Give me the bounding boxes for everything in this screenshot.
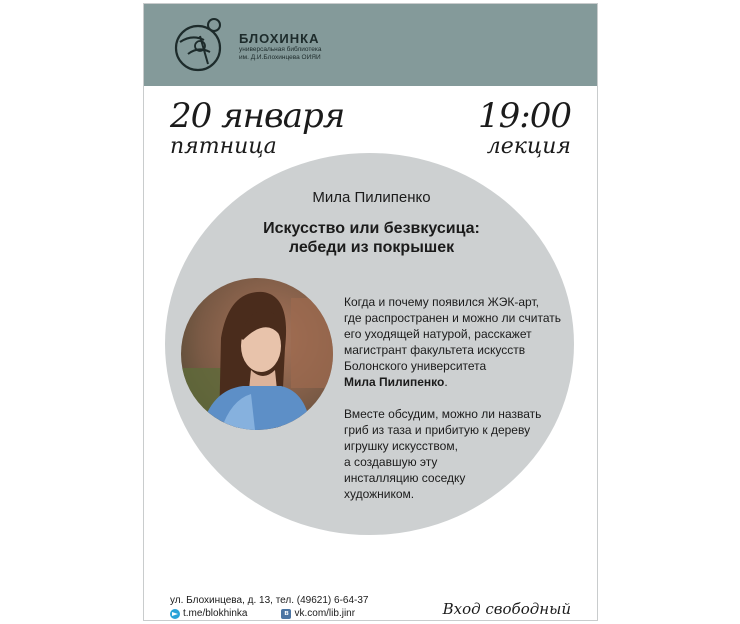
punctuation: . <box>444 375 448 389</box>
description-line: Вместе обсудим, можно ли назвать <box>344 407 542 421</box>
description-line: где распространен и можно ли считать <box>344 311 562 325</box>
free-entry-note: Вход свободный <box>442 600 571 618</box>
speaker-name-highlight: Мила Пилипенко <box>344 375 445 389</box>
description-line: инсталляцию соседку <box>344 471 466 485</box>
library-name: БЛОХИНКА <box>239 31 320 46</box>
description-line <box>344 374 584 390</box>
library-subtitle <box>239 46 359 61</box>
description-line: игрушку искусством, <box>344 439 458 453</box>
library-subtitle-line: универсальная библиотека <box>239 46 322 53</box>
description-line: а создавшую эту <box>344 455 438 469</box>
poster-header <box>144 4 598 86</box>
paragraph-gap <box>344 390 584 406</box>
talk-title-line: лебеди из покрышек <box>288 239 455 256</box>
contact-links <box>170 608 389 619</box>
library-subtitle-line: им. Д.И.Блохинцева ОИЯИ <box>239 53 321 61</box>
library-logo-icon <box>170 16 232 74</box>
vk-link[interactable] <box>281 608 355 619</box>
talk-title <box>144 219 598 257</box>
talk-title-line: Искусство или безвкусица: <box>263 220 480 237</box>
description-line: его уходящей натурой, расскажет <box>344 327 532 341</box>
library-address: ул. Блохинцева, д. 13, тел. (49621) 6-64-37 <box>170 595 369 606</box>
event-weekday: пятница <box>170 134 277 159</box>
vk-link-text: vk.com/lib.jinr <box>294 608 356 619</box>
description-line: художником. <box>344 487 415 501</box>
event-poster <box>143 3 598 621</box>
vk-icon: в <box>281 609 291 619</box>
telegram-icon <box>170 609 180 619</box>
description-line: Болонского университета <box>344 359 487 373</box>
description-line: гриб из таза и прибитую к дереву <box>344 423 531 437</box>
telegram-link-text: t.me/blokhinka <box>183 608 248 619</box>
description-line: Когда и почему появился ЖЭК-арт, <box>344 295 539 309</box>
event-description <box>344 294 584 502</box>
description-line: магистрант факультета искусств <box>344 343 526 357</box>
speaker-name: Мила Пилипенко <box>312 189 431 206</box>
telegram-link[interactable] <box>170 608 247 619</box>
speaker-photo <box>181 278 333 430</box>
event-type: лекция <box>486 134 571 159</box>
event-date: 20 января <box>170 96 345 136</box>
event-time: 19:00 <box>478 96 571 136</box>
